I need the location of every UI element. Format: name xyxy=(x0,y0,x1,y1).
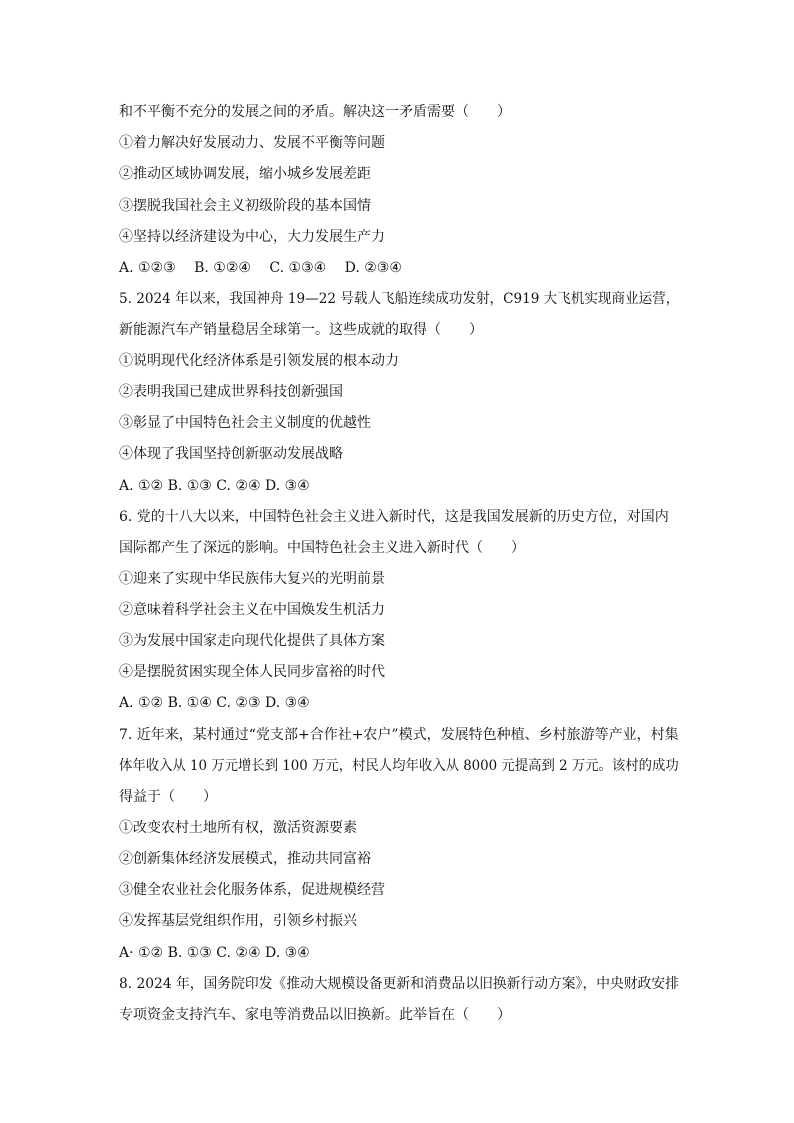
q4-choices: A. ①②③ B. ①②④ C. ①③④ D. ②③④ xyxy=(119,260,402,276)
q5-option-3: ③彰显了中国特色社会主义制度的优越性 xyxy=(119,415,371,431)
q6-option-3: ③为发展中国家走向现代化提供了具体方案 xyxy=(119,633,385,649)
q8-stem-line-1: 8. 2024 年，国务院印发《推动大规模设备更新和消费品以旧换新行动方案》，中央财政安排 xyxy=(119,976,679,992)
q5-option-1: ①说明现代化经济体系是引领发展的根本动力 xyxy=(119,353,399,369)
q4-option-2: ②推动区域协调发展，缩小城乡发展差距 xyxy=(119,166,371,182)
q7-option-3: ③健全农业社会化服务体系，促进规模经营 xyxy=(119,882,385,898)
q7-option-1: ①改变农村土地所有权，激活资源要素 xyxy=(119,820,357,836)
q4-option-3: ③摆脱我国社会主义初级阶段的基本国情 xyxy=(119,198,371,214)
q5-stem-line-1: 5. 2024 年以来，我国神舟 19—22 号载人飞船连续成功发射，C919 大飞机实现商业运营， xyxy=(119,291,680,307)
q8-stem-line-2: 专项资金支持汽车、家电等消费品以旧换新。此举旨在（ ） xyxy=(119,1007,511,1023)
q7-choices: A· ①② B. ①③ C. ②④ D. ③④ xyxy=(119,945,310,961)
q5-choices: A. ①② B. ①③ C. ②④ D. ③④ xyxy=(119,478,310,494)
q6-option-4: ④是摆脱贫困实现全体人民同步富裕的时代 xyxy=(119,664,385,680)
q5-stem-line-2: 新能源汽车产销量稳居全球第一。这些成就的取得（ ） xyxy=(119,322,483,338)
q7-option-4: ④发挥基层党组织作用，引领乡村振兴 xyxy=(119,913,357,929)
q7-option-2: ②创新集体经济发展模式，推动共同富裕 xyxy=(119,851,371,867)
q4-option-4: ④坚持以经济建设为中心，大力发展生产力 xyxy=(119,229,385,245)
q7-stem-line-3: 得益于（ ） xyxy=(119,789,217,805)
q4-stem-tail: 和不平衡不充分的发展之间的矛盾。解决这一矛盾需要（ ） xyxy=(119,104,511,120)
q4-option-1: ①着力解决好发展动力、发展不平衡等问题 xyxy=(119,135,385,151)
q6-option-1: ①迎来了实现中华民族伟大复兴的光明前景 xyxy=(119,571,385,587)
q5-option-2: ②表明我国已建成世界科技创新强国 xyxy=(119,384,343,400)
q6-stem-line-1: 6. 党的十八大以来，中国特色社会主义进入新时代，这是我国发展新的历史方位，对国内 xyxy=(119,509,669,525)
q6-choices: A. ①② B. ①④ C. ②③ D. ③④ xyxy=(119,695,310,711)
q6-stem-line-2: 国际都产生了深远的影响。中国特色社会主义进入新时代（ ） xyxy=(119,540,525,556)
q7-stem-line-1: 7. 近年来，某村通过“党支部+合作社+农户”模式，发展特色种植、乡村旅游等产业，村集 xyxy=(119,727,679,743)
q7-stem-line-2: 体年收入从 10 万元增长到 100 万元，村民人均年收入从 8000 元提高到 2 万元。该村的成功 xyxy=(119,758,679,774)
q6-option-2: ②意味着科学社会主义在中国焕发生机活力 xyxy=(119,602,385,618)
q5-option-4: ④体现了我国坚持创新驱动发展战略 xyxy=(119,446,343,462)
